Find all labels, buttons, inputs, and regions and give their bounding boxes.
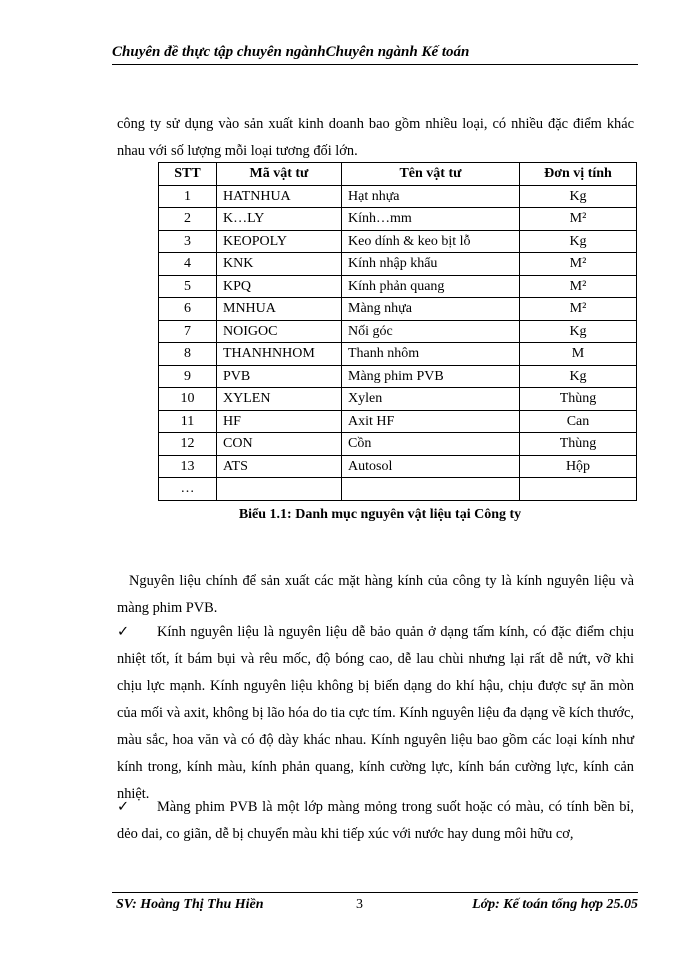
cell-name: Kính nhập khẩu — [342, 253, 520, 276]
cell-name: Axit HF — [342, 410, 520, 433]
cell-code: NOIGOC — [217, 320, 342, 343]
table-row — [159, 388, 637, 411]
cell-name: Hạt nhựa — [342, 185, 520, 208]
cell-stt: 10 — [159, 388, 217, 411]
cell-unit: Kg — [520, 365, 637, 388]
cell-stt: 5 — [159, 275, 217, 298]
cell-unit: Kg — [520, 230, 637, 253]
cell-code: KNK — [217, 253, 342, 276]
table-row — [159, 230, 637, 253]
cell-code: THANHNHOM — [217, 343, 342, 366]
cell-code: CON — [217, 433, 342, 456]
checkmark-icon: ✓ — [117, 799, 130, 815]
page-header: Chuyên đề thực tập chuyên ngànhChuyên ngành Kế toán — [112, 44, 638, 65]
table-caption: Biểu 1.1: Danh mục nguyên vật liệu tại Công ty — [238, 507, 522, 522]
cell-code: XYLEN — [217, 388, 342, 411]
footer-student: SV: Hoàng Thị Thu Hiền — [116, 897, 264, 912]
paragraph-pvb-text: Màng phim PVB là một lớp màng mỏng trong suốt hoặc có màu, có tính bền bỉ, dẻo dai, co giãn, dễ bị chuyển màu khi tiếp xúc với nước hay dung môi hữu cơ, — [117, 799, 634, 842]
cell-stt: 9 — [159, 365, 217, 388]
paragraph-main-materials: Nguyên liệu chính để sản xuất các mặt hàng kính của công ty là kính nguyên liệu và màng phim PVB. — [117, 573, 634, 616]
table-row — [159, 343, 637, 366]
col-header-name: Tên vật tư — [342, 163, 520, 186]
paragraph-glass — [117, 619, 634, 808]
cell-code — [217, 478, 342, 501]
col-header-stt: STT — [159, 163, 217, 186]
cell-code: PVB — [217, 365, 342, 388]
table-row — [159, 298, 637, 321]
cell-code: KPQ — [217, 275, 342, 298]
cell-stt: 4 — [159, 253, 217, 276]
table-row — [159, 185, 637, 208]
cell-stt: 13 — [159, 455, 217, 478]
cell-name: Màng phim PVB — [342, 365, 520, 388]
cell-unit: M² — [520, 275, 637, 298]
cell-stt: 2 — [159, 208, 217, 231]
cell-unit: M² — [520, 208, 637, 231]
cell-unit: Thùng — [520, 388, 637, 411]
cell-code: MNHUA — [217, 298, 342, 321]
table-body — [159, 185, 637, 500]
paragraph-pvb — [117, 794, 634, 848]
cell-stt: 8 — [159, 343, 217, 366]
cell-name: Kính…mm — [342, 208, 520, 231]
table-row — [159, 365, 637, 388]
table-row — [159, 455, 637, 478]
page-footer — [112, 892, 638, 912]
table-row — [159, 275, 637, 298]
cell-name: Cồn — [342, 433, 520, 456]
cell-name: Kính phản quang — [342, 275, 520, 298]
cell-stt: 12 — [159, 433, 217, 456]
cell-name: Thanh nhôm — [342, 343, 520, 366]
table-row — [159, 320, 637, 343]
page-number: 3 — [356, 897, 363, 912]
footer-class: Lớp: Kế toán tổng hợp 25.05 — [472, 897, 638, 912]
cell-stt: 6 — [159, 298, 217, 321]
cell-unit: M — [520, 343, 637, 366]
cell-name: Autosol — [342, 455, 520, 478]
intro-paragraph: công ty sử dụng vào sản xuất kinh doanh bao gồm nhiều loại, có nhiều đặc điểm khác nhau với số lượng mỗi loại tương đối lớn. — [117, 116, 634, 159]
cell-name: Xylen — [342, 388, 520, 411]
table-row — [159, 478, 637, 501]
table-row — [159, 208, 637, 231]
cell-unit: M² — [520, 253, 637, 276]
cell-code: KEOPOLY — [217, 230, 342, 253]
cell-code: ATS — [217, 455, 342, 478]
checkmark-icon: ✓ — [117, 624, 130, 640]
cell-unit: Hộp — [520, 455, 637, 478]
cell-stt: … — [159, 478, 217, 501]
cell-code: K…LY — [217, 208, 342, 231]
cell-unit — [520, 478, 637, 501]
cell-name: Màng nhựa — [342, 298, 520, 321]
table-row — [159, 410, 637, 433]
cell-stt: 11 — [159, 410, 217, 433]
cell-stt: 7 — [159, 320, 217, 343]
cell-stt: 1 — [159, 185, 217, 208]
table-row — [159, 253, 637, 276]
cell-unit: Kg — [520, 320, 637, 343]
materials-table — [158, 162, 637, 501]
cell-unit: Can — [520, 410, 637, 433]
cell-unit: Thùng — [520, 433, 637, 456]
cell-name: Nối góc — [342, 320, 520, 343]
table-header-row — [159, 163, 637, 186]
cell-unit: Kg — [520, 185, 637, 208]
cell-unit: M² — [520, 298, 637, 321]
cell-stt: 3 — [159, 230, 217, 253]
cell-code: HATNHUA — [217, 185, 342, 208]
col-header-unit: Đơn vị tính — [520, 163, 637, 186]
table-row — [159, 433, 637, 456]
cell-name — [342, 478, 520, 501]
col-header-code: Mã vật tư — [217, 163, 342, 186]
cell-name: Keo dính & keo bịt lỗ — [342, 230, 520, 253]
paragraph-glass-text: Kính nguyên liệu là nguyên liệu dễ bảo quản ở dạng tấm kính, có đặc điểm chịu nhiệt tốt, ít bám bụi và rêu mốc, độ bóng cao, dễ lau chùi nhưng lại rất dễ nứt, vỡ khi chịu lực mạnh. Kính nguyên liệu không bị biến dạng do khí hậu, chịu được sự ăn mòn của mối và axit, không bị lão hóa do tia cực tím. Kính nguyên liệu đa dạng về kích thước, màu sắc, hoa văn và có độ dày khác nhau. Kính nguyên liệu bao gồm các loại kính như kính trong, kính màu, kính phản quang, kính cường lực, kính bán cường lực, kính cản nhiệt. — [117, 624, 634, 802]
cell-code: HF — [217, 410, 342, 433]
